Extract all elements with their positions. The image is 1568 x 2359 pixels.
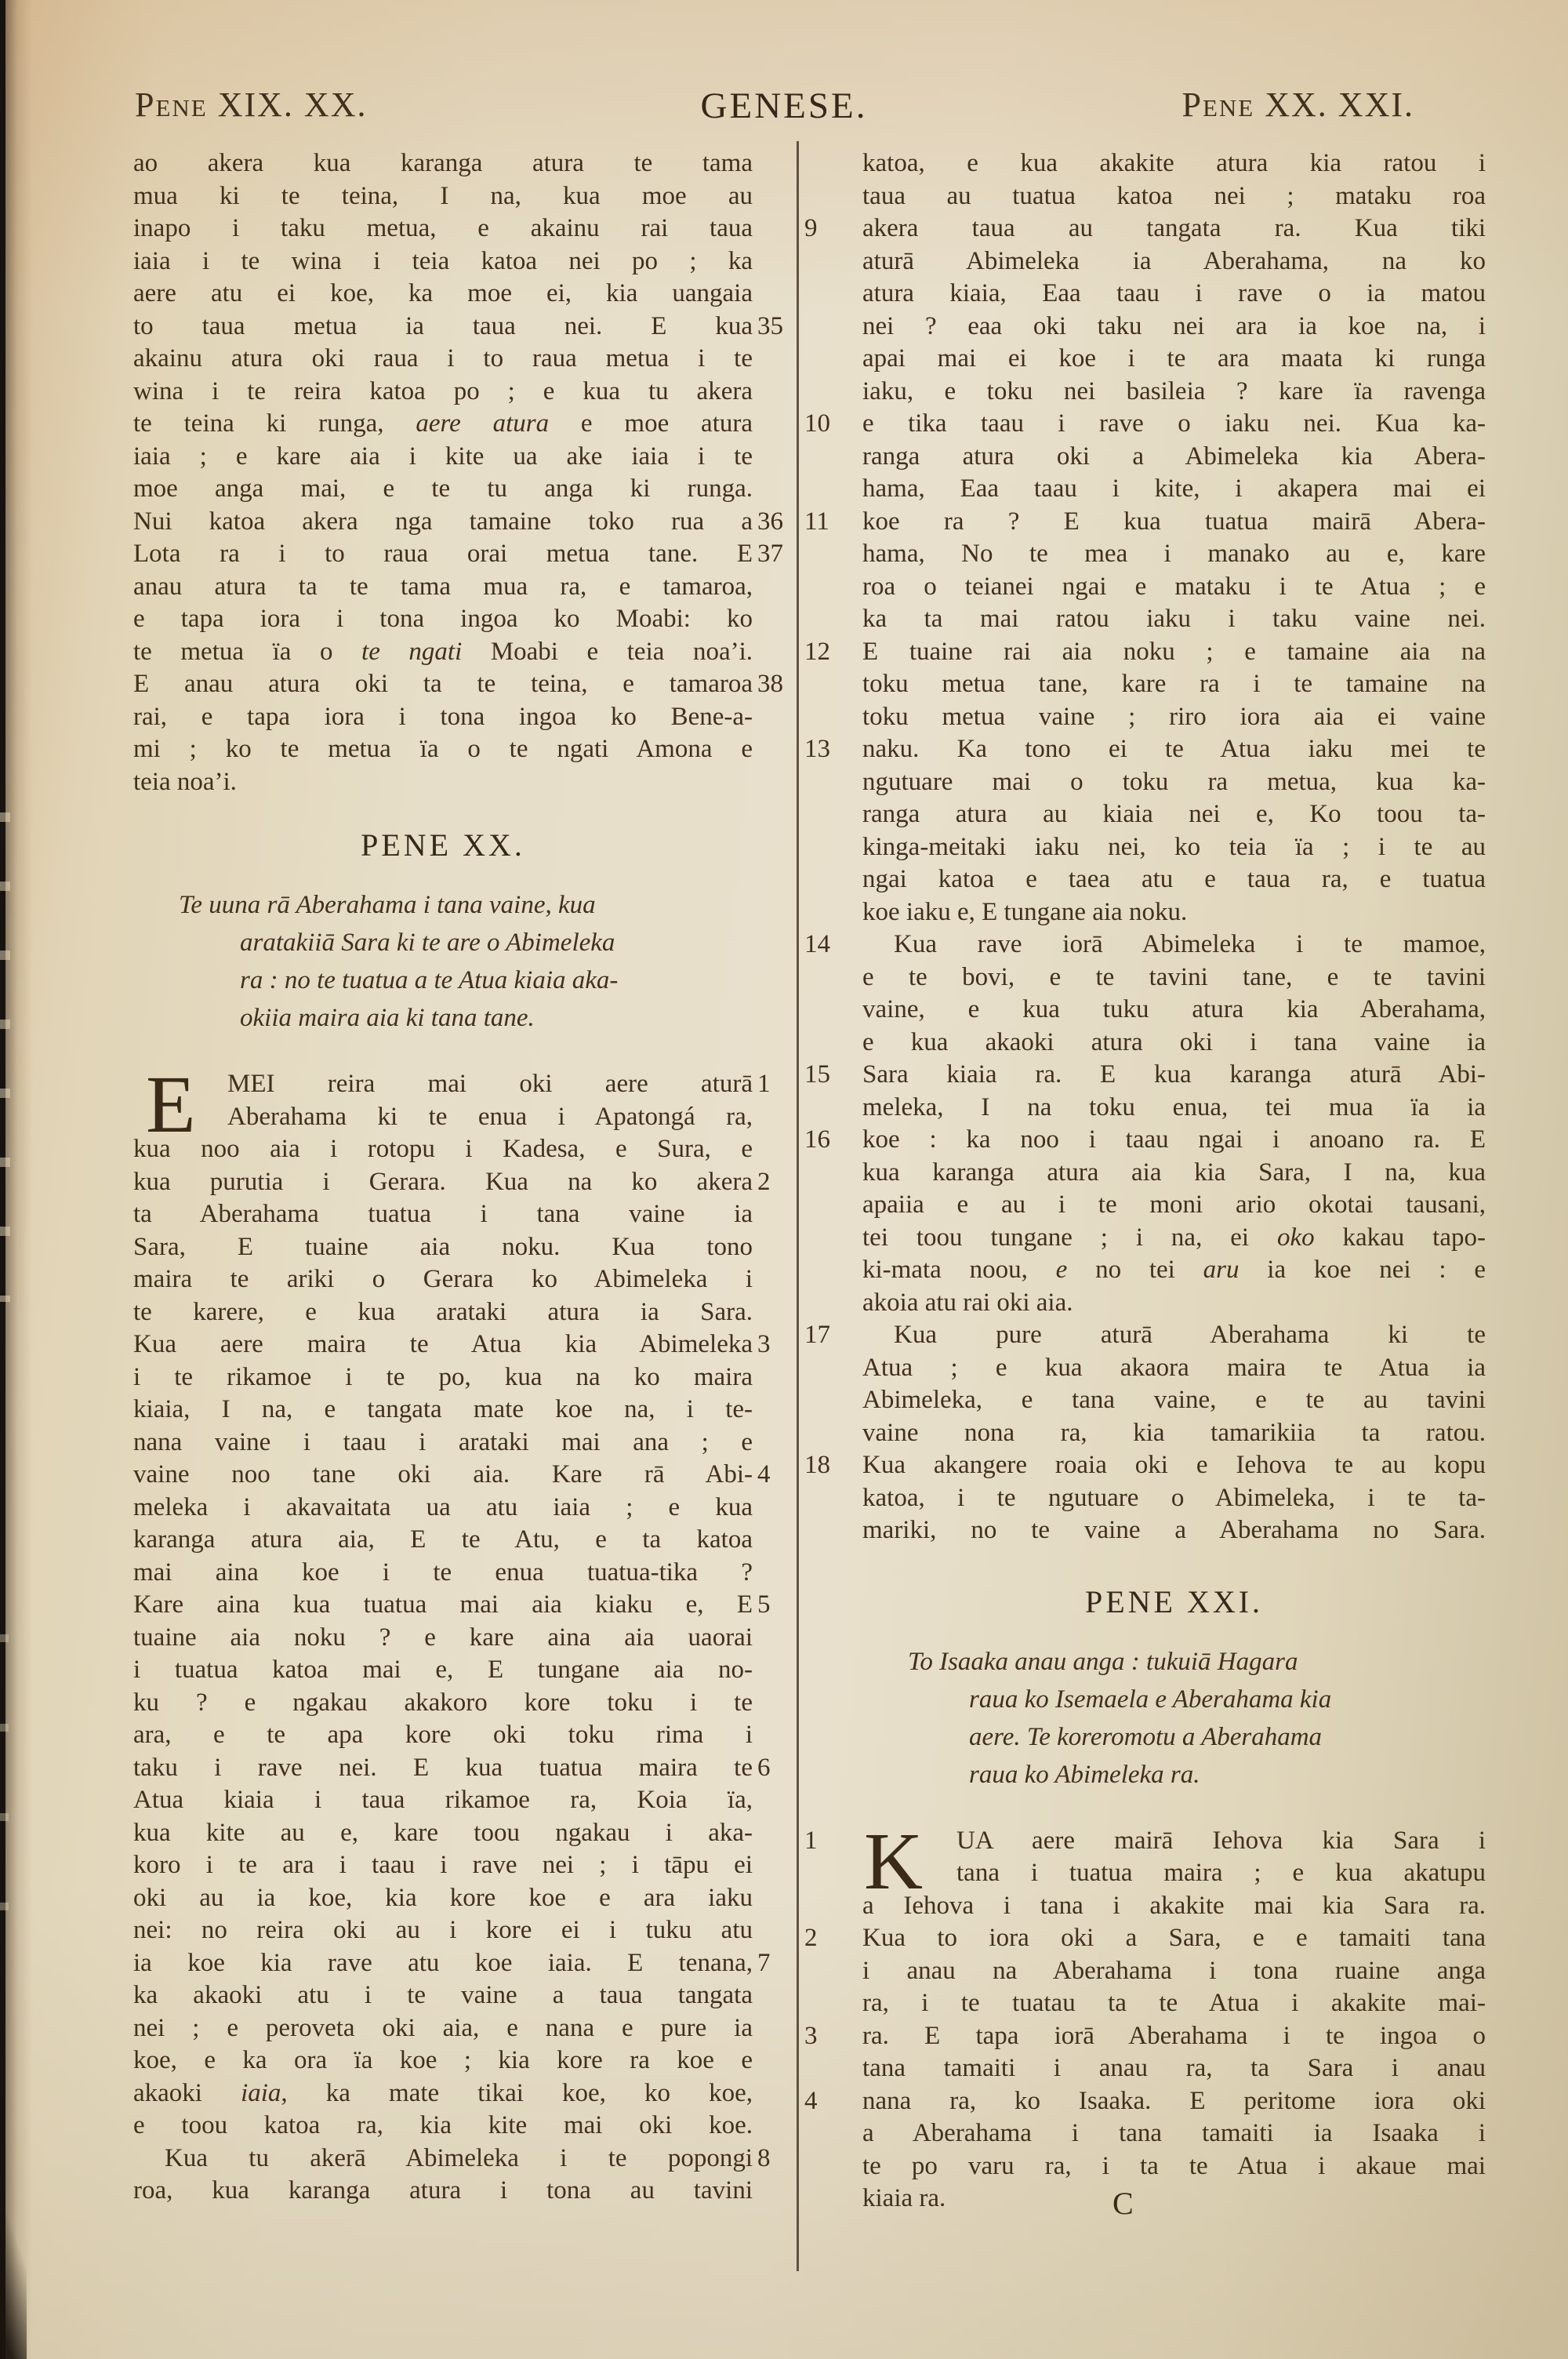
line-text: hama, Eaa taau i kite, i akapera mai ei: [862, 474, 1486, 503]
text-line: [133, 408, 753, 441]
line-text: raua ko Isemaela e Aberahama kia: [969, 1685, 1332, 1714]
line-text: teia noa’i.: [133, 767, 237, 796]
line-text: akoia atu rai oki aia.: [862, 1288, 1073, 1317]
text-line: [133, 2110, 753, 2143]
chapter-heading: PENE XXI.: [1084, 1583, 1264, 1619]
text-line: [862, 473, 1486, 506]
text-line: [862, 1254, 1486, 1287]
line-text: Kare aina kua tuatua mai aia kiaku e, E: [133, 1590, 753, 1619]
text-line: [804, 1825, 1486, 1858]
text-line: [862, 1417, 1486, 1450]
line-text: kinga-meitaki iaku nei, ko teia ïa ; i te au: [862, 832, 1486, 861]
text-line: [862, 1027, 1486, 1060]
text-line: [179, 886, 753, 924]
running-head-right: Pene XX. XXI.: [1181, 85, 1414, 124]
line-text: ao akera kua karanga atura te tama: [133, 149, 753, 177]
text-line: [862, 701, 1486, 734]
text-line: [133, 1654, 753, 1687]
line-text: moe anga mai, e te tu anga ki runga.: [133, 474, 753, 503]
line-text: naku. Ka tono ei te Atua iaku mei te: [862, 735, 1486, 763]
right-column: [804, 147, 1486, 2215]
line-text: tana tamaiti i anau ra, ta Sara i anau: [862, 2054, 1486, 2082]
facing-page-text-fragments: [0, 1553, 9, 1992]
line-text: meleka, I na toku enua, tei mua ïa ia: [862, 1092, 1486, 1121]
line-text: taku i rave nei. E kua tuatua maira te: [133, 1753, 753, 1782]
line-text: taua au tuatua katoa nei ; mataku roa: [862, 181, 1486, 210]
line-text: Atua kiaia i taua rikamoe ra, Koia ïa,: [133, 1786, 753, 1814]
line-text: e kua akaoki atura oki i tana vaine ia: [862, 1027, 1486, 1056]
text-line: [862, 1352, 1486, 1385]
verse-number: 15: [804, 1060, 830, 1089]
line-text: karanga atura aia, E te Atu, e ta katoa: [133, 1525, 753, 1554]
text-line: [908, 1718, 1486, 1756]
running-head-title: GENESE.: [700, 85, 868, 126]
line-text: Atua ; e kua akaora maira te Atua ia: [862, 1353, 1486, 1382]
text-line: [133, 1914, 753, 1947]
line-text: Nui katoa akera nga tamaine toko rua a: [133, 507, 753, 536]
line-text: Sara, E tuaine aia noku. Kua tono: [133, 1232, 753, 1261]
text-line: [804, 1059, 1486, 1092]
line-text: mi ; ko te metua ïa o te ngati Amona e: [133, 735, 753, 763]
line-text: Kua rave iorā Abimeleka i te mamoe,: [894, 930, 1486, 958]
text-line: [804, 1922, 1486, 1955]
text-line: [133, 180, 753, 213]
line-text: nei ? eaa oki taku nei ara ia koe na, i: [862, 311, 1486, 340]
verse-text-block: [133, 1060, 771, 2208]
text-line: [133, 1817, 753, 1850]
line-text: katoa, e kua akakite atura kia ratou i: [862, 149, 1486, 177]
line-text: aturā Abimeleka ia Aberahama, na ko: [862, 246, 1486, 275]
text-line: [908, 1756, 1486, 1794]
running-head: [0, 85, 1568, 132]
text-line: [862, 1157, 1486, 1190]
verse-number: 1: [757, 1070, 771, 1098]
text-line: [133, 473, 753, 506]
text-line: [133, 538, 783, 571]
line-text: aratakiiā Sara ki te are o Abimeleka: [240, 929, 615, 957]
verse-number: 7: [757, 1948, 771, 1977]
line-text: a Iehova i tana i akakite mai kia Sara ra.: [862, 1891, 1486, 1920]
text-line: [133, 311, 783, 343]
text-line: [133, 1101, 753, 1134]
line-text: koe : ka noo i taau ngai i anoano ra. E: [862, 1125, 1486, 1154]
line-text: maira te ariki o Gerara ko Abimeleka i: [133, 1265, 753, 1293]
line-text: apaiia e au i te moni ario okotai tausani,: [862, 1190, 1486, 1219]
line-text: apai mai ei koe i te ara maata ki runga: [862, 344, 1486, 373]
text-line: [133, 1882, 753, 1915]
line-text: vaine nona ra, kia tamarikiia ta ratou.: [862, 1418, 1486, 1447]
text-line: [862, 798, 1486, 831]
text-line: [862, 311, 1486, 343]
line-text: Kua akangere roaia oki e Iehova te au kopu: [862, 1451, 1486, 1479]
text-line: [133, 571, 753, 604]
text-line: [133, 636, 753, 669]
text-line: [133, 1979, 753, 2012]
line-text: oki au ia koe, kia kore koe e ara iaku: [133, 1883, 753, 1912]
verse-number: 3: [757, 1330, 771, 1358]
text-line: [862, 1384, 1486, 1417]
line-text: inapo i taku metua, e akainu rai taua: [133, 214, 753, 242]
line-text: ra, i te tuatau ta te Atua i akakite mai-: [862, 1989, 1486, 2017]
line-text: katoa, i te ngutuare o Abimeleka, i te ta-: [862, 1483, 1486, 1512]
text-line: [804, 733, 1486, 766]
text-line: [804, 2085, 1486, 2118]
line-text: i tuatua katoa mai e, E tungane aia no-: [133, 1656, 753, 1684]
line-text: ra : no te tuatua a te Atua kiaia aka-: [240, 966, 619, 994]
chapter-heading: PENE XX.: [361, 827, 525, 863]
verse-text-block: [804, 1816, 1486, 2215]
verse-number: 17: [804, 1321, 830, 1349]
line-text: roa o teianei ngai e mataku i te Atua ; e: [862, 572, 1486, 601]
line-text: wina i te reira katoa po ; e kua tu akera: [133, 376, 753, 405]
text-line: [862, 1514, 1486, 1547]
line-text: koe, e ka ora ïa koe ; kia kore ra koe e: [133, 2046, 753, 2074]
line-text: aere. Te koreromotu a Aberahama: [969, 1722, 1323, 1751]
text-line: [179, 999, 753, 1037]
page-corner-shadow: [0, 2210, 27, 2359]
facing-page-text-fragments: [0, 753, 10, 1302]
text-line: [133, 2045, 753, 2077]
line-text: koro i te ara i taau i rave nei ; i tāpu ei: [133, 1851, 753, 1879]
line-text: akaoki iaia, ka mate tikai koe, ko koe,: [133, 2078, 753, 2107]
line-text: e toou katoa ra, kia kite mai oki koe.: [133, 2111, 753, 2139]
text-line: [133, 441, 753, 474]
line-text: atura kiaia, Eaa taau i rave o ia matou: [862, 279, 1486, 307]
text-line: [133, 2012, 753, 2045]
verse-number: 2: [804, 1924, 818, 1952]
line-text: i anau na Aberahama i tona ruaine anga: [862, 1956, 1486, 1985]
verse-number: 8: [757, 2143, 771, 2172]
line-text: e tika taau i rave o iaku nei. Kua ka-: [862, 409, 1486, 438]
line-text: tei toou tungane ; i na, ei oko kakau tapo-: [862, 1223, 1486, 1252]
line-text: kua noo aia i rotopu i Kadesa, e Sura, e: [133, 1135, 753, 1163]
line-text: kua purutia i Gerara. Kua na ko akera: [133, 1167, 753, 1196]
text-line: [862, 994, 1486, 1027]
verse-number: 3: [804, 2021, 818, 2050]
verse-number: 1: [804, 1826, 818, 1855]
text-line: [862, 896, 1486, 929]
text-line: [804, 636, 1486, 669]
line-text: ka ta mai ratou iaku i taku vaine nei.: [862, 605, 1486, 633]
text-line: [133, 701, 753, 734]
text-line: [862, 2117, 1486, 2150]
line-text: toku metua vaine ; riro iora aia ei vaine: [862, 702, 1486, 731]
line-text: mai aina koe i te enua tuatua-tika ?: [133, 1558, 753, 1587]
text-line: [862, 766, 1486, 799]
text-line: [133, 1296, 753, 1329]
line-text: anau atura ta te tama mua ra, e tamaroa,: [133, 572, 753, 601]
text-line: [862, 603, 1486, 636]
line-text: kua karanga atura aia kia Sara, I na, kua: [862, 1158, 1486, 1187]
text-line: [133, 603, 753, 636]
text-line: [862, 441, 1486, 474]
line-text: nei: no reira oki au i kore ei i tuku atu: [133, 1916, 753, 1944]
text-line: [133, 1361, 753, 1394]
left-column: [133, 147, 783, 2208]
text-line: [804, 408, 1486, 441]
line-text: okiia maira aia ki tana tane.: [240, 1004, 535, 1032]
text-line: [862, 961, 1486, 994]
text-line: [862, 571, 1486, 604]
line-text: Kua aere maira te Atua kia Abimeleka: [133, 1330, 753, 1358]
text-line: [862, 538, 1486, 571]
text-line: [862, 1482, 1486, 1515]
verse-number: 18: [804, 1451, 830, 1479]
text-line: [862, 668, 1486, 701]
verse-number: 35: [757, 311, 783, 340]
line-text: ara, e te apa kore oki toku rima i: [133, 1721, 753, 1749]
verse-number: 4: [804, 2086, 818, 2115]
line-text: kiaia ra.: [862, 2184, 946, 2212]
verse-number: 36: [757, 507, 783, 536]
text-line: [862, 831, 1486, 864]
verse-text-block: [804, 147, 1486, 1547]
line-text: Aberahama ki te enua i Apatongá ra,: [227, 1102, 753, 1131]
drop-cap: K: [864, 1816, 924, 1906]
text-line: [862, 1890, 1486, 1923]
text-line: [133, 1231, 753, 1264]
verse-number: 10: [804, 409, 830, 438]
line-text: Sara kiaia ra. E kua karanga aturā Abi-: [862, 1060, 1486, 1089]
text-line: [133, 1719, 753, 1752]
text-line: [133, 1947, 771, 1980]
text-line: [133, 1133, 753, 1166]
text-line: [133, 668, 783, 701]
line-text: aere atu ei koe, ka moe ei, kia uangaia: [133, 279, 753, 307]
line-text: toku metua tane, kare ra i te tamaine na: [862, 670, 1486, 698]
text-line: [133, 147, 753, 180]
text-line: [862, 1987, 1486, 2020]
text-line: [804, 213, 1486, 245]
verse-number: 14: [804, 930, 830, 958]
text-line: [804, 506, 1486, 539]
text-line: [862, 245, 1486, 278]
text-line: [862, 2150, 1486, 2183]
line-text: meleka i akavaitata ua atu iaia ; e kua: [133, 1492, 753, 1521]
text-line: [133, 1622, 753, 1655]
line-text: ta Aberahama tuatua i tana vaine ia: [133, 1200, 753, 1228]
line-text: a Aberahama i tana tamaiti ia Isaaka i: [862, 2119, 1486, 2147]
text-line: [804, 1124, 1486, 1157]
verse-number: 38: [757, 670, 783, 698]
text-line: [133, 506, 783, 539]
line-text: E anau atura oki ta te teina, e tamaroa: [133, 670, 753, 698]
line-text: te metua ïa o te ngati Moabi e teia noa’i.: [133, 637, 753, 666]
line-text: ia koe kia rave atu koe iaia. E tenana,: [133, 1948, 753, 1977]
line-text: koe ra ? E kua tuatua mairā Abera-: [862, 507, 1486, 536]
line-text: To Isaaka anau anga : tukuiā Hagara: [908, 1647, 1298, 1676]
text-line: [908, 1681, 1486, 1718]
line-text: iaku, e toku nei basileia ? kare ïa ravenga: [862, 376, 1486, 405]
text-line: [133, 1459, 771, 1492]
line-text: rai, e tapa iora i tona ingoa ko Bene-a-: [133, 702, 753, 731]
text-line: [862, 1287, 1486, 1320]
verse-text-block: [133, 147, 783, 798]
verse-number: 9: [804, 214, 818, 242]
line-text: nana ra, ko Isaaka. E peritome iora oki: [862, 2086, 1486, 2115]
line-text: vaine, e kua tuku atura kia Aberahama,: [862, 995, 1486, 1023]
catchword: C: [1112, 2186, 1134, 2221]
line-text: koe iaku e, E tungane aia noku.: [862, 897, 1188, 926]
line-text: E tuaine rai aia noku ; e tamaine aia na: [862, 637, 1486, 666]
line-text: Lota ra i to raua orai metua tane. E: [133, 540, 753, 568]
line-text: e tapa iora i tona ingoa ko Moabi: ko: [133, 605, 753, 633]
line-text: mua ki te teina, I na, kua moe au: [133, 181, 753, 210]
line-text: akera taua au tangata ra. Kua tiki: [862, 214, 1486, 242]
line-text: kua kite au e, kare toou ngakau i aka-: [133, 1818, 753, 1847]
text-line: [804, 929, 1486, 961]
line-text: Abimeleka, e tana vaine, e te au tavini: [862, 1386, 1486, 1414]
text-line: [908, 1643, 1486, 1681]
chapter-summary: [862, 1643, 1486, 1794]
verse-number: 4: [757, 1460, 771, 1488]
verse-number: 2: [757, 1167, 771, 1196]
text-line: [133, 1329, 771, 1361]
line-text: ngai katoa e taea atu e taua ra, e tuatua: [862, 865, 1486, 893]
text-line: [133, 2077, 753, 2110]
line-text: to taua metua ia taua nei. E kua: [133, 311, 753, 340]
text-line: [862, 180, 1486, 213]
line-text: UA aere mairā Iehova kia Sara i: [956, 1826, 1486, 1855]
text-line: [862, 1189, 1486, 1222]
line-text: raua ko Abimeleka ra.: [969, 1760, 1200, 1789]
text-line: [133, 1557, 753, 1590]
line-text: nei ; e peroveta oki aia, e nana e pure ia: [133, 2013, 753, 2042]
line-text: ki-mata noou, e no tei aru ia koe nei : e: [862, 1256, 1486, 1284]
line-text: roa, kua karanga atura i tona au tavini: [133, 2176, 753, 2205]
line-text: i te rikamoe i te po, kua na ko maira: [133, 1362, 753, 1391]
text-line: [133, 1492, 753, 1525]
text-line: [179, 961, 753, 999]
text-line: [133, 213, 753, 245]
line-text: iaia i te wina i teia katoa nei po ; ka: [133, 246, 753, 275]
text-line: [133, 376, 753, 409]
text-line: [862, 343, 1486, 376]
text-line: [133, 343, 753, 376]
line-text: tuaine aia noku ? e kare aina aia uaorai: [133, 1623, 753, 1652]
text-line: [133, 733, 753, 766]
text-line: [804, 2020, 1486, 2053]
verse-number: 6: [757, 1753, 771, 1782]
text-line: [133, 1784, 753, 1817]
text-line: [133, 245, 753, 278]
text-line: [133, 1524, 753, 1557]
text-line: [133, 1589, 771, 1622]
text-line: [133, 1427, 753, 1459]
text-line: [862, 1092, 1486, 1125]
text-line: [133, 1752, 771, 1785]
text-line: [133, 2143, 771, 2175]
text-line: [133, 1068, 771, 1101]
line-text: hama, No te mea i manako au e, kare: [862, 540, 1486, 568]
line-text: ku ? e ngakau akakoro kore toku i te: [133, 1688, 753, 1717]
verse-number: 12: [804, 637, 830, 666]
text-line: [804, 1449, 1486, 1482]
line-text: ngutuare mai o toku ra metua, kua ka-: [862, 767, 1486, 796]
text-line: [133, 1166, 771, 1199]
line-text: ranga atura au kiaia nei e, Ko toou ta-: [862, 800, 1486, 828]
line-text: MEI reira mai oki aere aturā: [227, 1070, 753, 1098]
line-text: ranga atura oki a Abimeleka kia Abera-: [862, 442, 1486, 471]
verse-number: 37: [757, 540, 783, 568]
text-line: [862, 376, 1486, 409]
line-text: e te bovi, e te tavini tane, e te tavini: [862, 962, 1486, 991]
line-text: iaia ; e kare aia i kite ua ake iaia i te: [133, 442, 753, 471]
text-line: [133, 766, 753, 799]
text-line: [862, 2052, 1486, 2085]
line-text: Te uuna rā Aberahama i tana vaine, kua: [179, 891, 596, 919]
verse-number: 5: [757, 1590, 771, 1619]
line-text: ra. E tapa iorā Aberahama i te ingoa o: [862, 2021, 1486, 2050]
line-text: tana i tuatua maira ; e kua akatupu: [956, 1859, 1486, 1887]
line-text: nana vaine i taau i arataki mai ana ; e: [133, 1427, 753, 1456]
text-line: [862, 1857, 1486, 1890]
text-line: [862, 147, 1486, 180]
text-line: [133, 1687, 753, 1720]
text-line: [133, 278, 753, 311]
text-line: [133, 1394, 753, 1427]
text-line: [133, 2175, 753, 2208]
verse-number: 13: [804, 735, 830, 763]
text-line: [862, 1222, 1486, 1255]
line-text: vaine noo tane oki aia. Kare rā Abi-: [133, 1460, 753, 1488]
line-text: te karere, e kua arataki atura ia Sara.: [133, 1297, 753, 1326]
drop-cap: E: [146, 1060, 196, 1150]
verse-number: 11: [804, 507, 829, 536]
text-line: [133, 1263, 753, 1296]
text-line: [804, 1319, 1486, 1352]
line-text: ka akaoki atu i te vaine a taua tangata: [133, 1981, 753, 2009]
text-line: [862, 278, 1486, 311]
line-text: Kua to iora oki a Sara, e e tamaiti tana: [862, 1924, 1486, 1952]
chapter-summary: [133, 886, 753, 1037]
line-text: te teina ki runga, aere atura e moe atura: [133, 409, 753, 438]
text-line: [133, 1198, 753, 1231]
line-text: kiaia, I na, e tangata mate koe na, i te-: [133, 1395, 753, 1423]
text-line: [862, 2183, 1486, 2215]
line-text: Kua pure aturā Aberahama ki te: [894, 1321, 1486, 1349]
text-line: [862, 1955, 1486, 1988]
running-head-left: Pene XIX. XX.: [135, 85, 368, 124]
line-text: Kua tu akerā Abimeleka i te popongi: [165, 2143, 753, 2172]
line-text: mariki, no te vaine a Aberahama no Sara.: [862, 1516, 1486, 1544]
line-text: te po varu ra, i ta te Atua i akaue mai: [862, 2151, 1486, 2180]
line-text: akainu atura oki raua i to raua metua i te: [133, 344, 753, 373]
text-line: [179, 924, 753, 961]
text-line: [862, 863, 1486, 896]
text-line: [133, 1849, 753, 1882]
verse-number: 16: [804, 1125, 830, 1154]
